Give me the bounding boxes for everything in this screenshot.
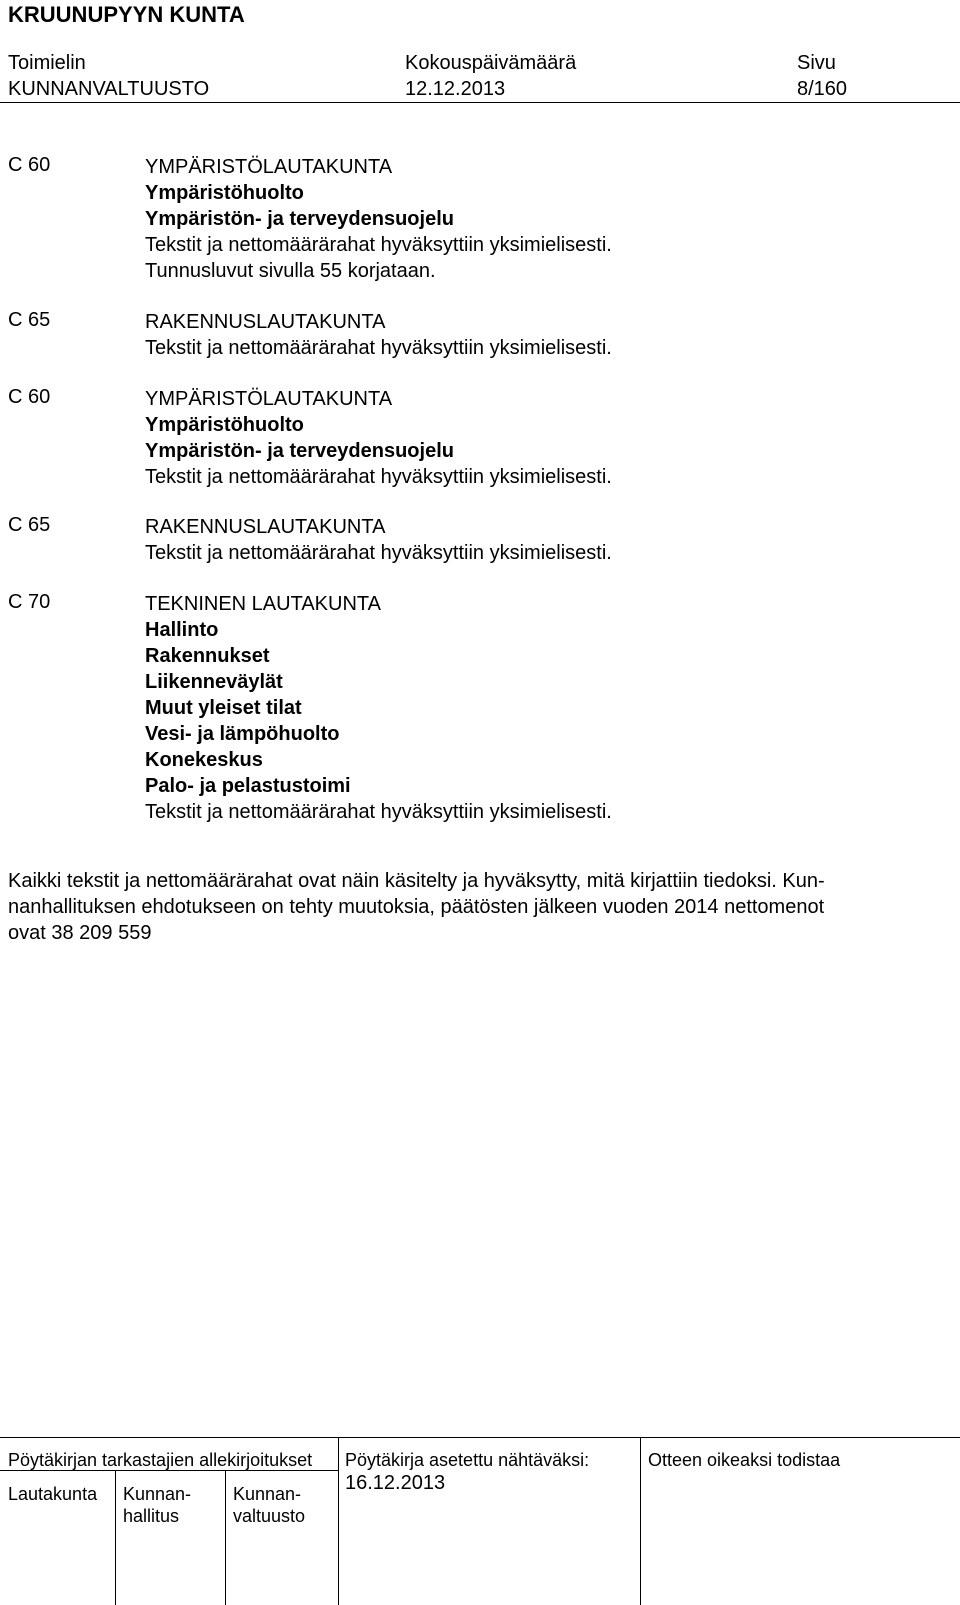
section-note: Tekstit ja nettomäärärahat hyväksyttiin yksimielisesti. [145, 234, 612, 256]
section-block [145, 309, 612, 361]
signer-board: Lautakunta [8, 1484, 98, 1504]
section-heading: RAKENNUSLAUTAKUNTA [145, 516, 386, 538]
section-heading: RAKENNUSLAUTAKUNTA [145, 311, 386, 333]
value-page: 8/160 [797, 78, 848, 100]
section-note: Tekstit ja nettomäärärahat hyväksyttiin yksimielisesti. [145, 337, 612, 359]
organization-name: KRUUNUPYYN KUNTA [8, 2, 245, 27]
footer-divider [115, 1470, 116, 1605]
section-unit: Ympäristöhuolto [145, 414, 304, 436]
section-note: Tekstit ja nettomäärärahat hyväksyttiin yksimielisesti. [145, 542, 612, 564]
section-unit: Ympäristön- ja terveydensuojelu [145, 208, 454, 230]
summary-line: Kaikki tekstit ja nettomäärärahat ovat näin käsitelty ja hyväksytty, mitä kirjattiin tiedoksi. Kun- [8, 870, 825, 892]
section-block [145, 514, 612, 566]
section-code: C 60 [8, 154, 51, 176]
certified-label: Otteen oikeaksi todistaa [648, 1450, 841, 1470]
footer-top-line [0, 1437, 960, 1438]
signer-government: Kunnan- hallitus [123, 1484, 192, 1526]
section-block [145, 591, 612, 825]
posted-date: 16.12.2013 [345, 1472, 446, 1494]
signatures-label: Pöytäkirjan tarkastajien allekirjoitukset [8, 1450, 313, 1470]
section-note: Tekstit ja nettomäärärahat hyväksyttiin yksimielisesti. [145, 466, 612, 488]
section-note: Tunnusluvut sivulla 55 korjataan. [145, 260, 436, 282]
section-unit: Rakennukset [145, 645, 270, 667]
summary-line: ovat 38 209 559 [8, 922, 152, 944]
section-heading: YMPÄRISTÖLAUTAKUNTA [145, 388, 393, 410]
footer-divider [225, 1470, 226, 1605]
section-code: C 70 [8, 591, 51, 613]
section-code: C 60 [8, 386, 51, 408]
summary-paragraph [8, 868, 958, 946]
section-unit: Ympäristöhuolto [145, 182, 304, 204]
value-body: KUNNANVALTUUSTO [8, 78, 210, 100]
value-date: 12.12.2013 [405, 78, 506, 100]
label-body: Toimielin [8, 52, 86, 74]
section-unit: Vesi- ja lämpöhuolto [145, 723, 340, 745]
footer-divider [640, 1437, 641, 1605]
section-unit: Palo- ja pelastustoimi [145, 775, 351, 797]
section-code: C 65 [8, 514, 51, 536]
section-unit: Liikenneväylät [145, 671, 283, 693]
footer-divider [338, 1437, 339, 1605]
header-divider [0, 102, 960, 103]
label-date: Kokouspäivämäärä [405, 52, 577, 74]
signer-council: Kunnan- valtuusto [233, 1484, 306, 1526]
section-block [145, 386, 612, 490]
section-block [145, 154, 612, 284]
posted-label: Pöytäkirja asetettu nähtäväksi: [345, 1450, 590, 1470]
label-page: Sivu [797, 52, 836, 74]
summary-line: nanhallituksen ehdotukseen on tehty muutoksia, päätösten jälkeen vuoden 2014 nettomenot [8, 896, 825, 918]
section-note: Tekstit ja nettomäärärahat hyväksyttiin yksimielisesti. [145, 801, 612, 823]
section-unit: Konekeskus [145, 749, 263, 771]
section-unit: Ympäristön- ja terveydensuojelu [145, 440, 454, 462]
section-unit: Muut yleiset tilat [145, 697, 302, 719]
section-code: C 65 [8, 309, 51, 331]
section-heading: YMPÄRISTÖLAUTAKUNTA [145, 156, 393, 178]
section-unit: Hallinto [145, 619, 219, 641]
section-heading: TEKNINEN LAUTAKUNTA [145, 593, 381, 615]
